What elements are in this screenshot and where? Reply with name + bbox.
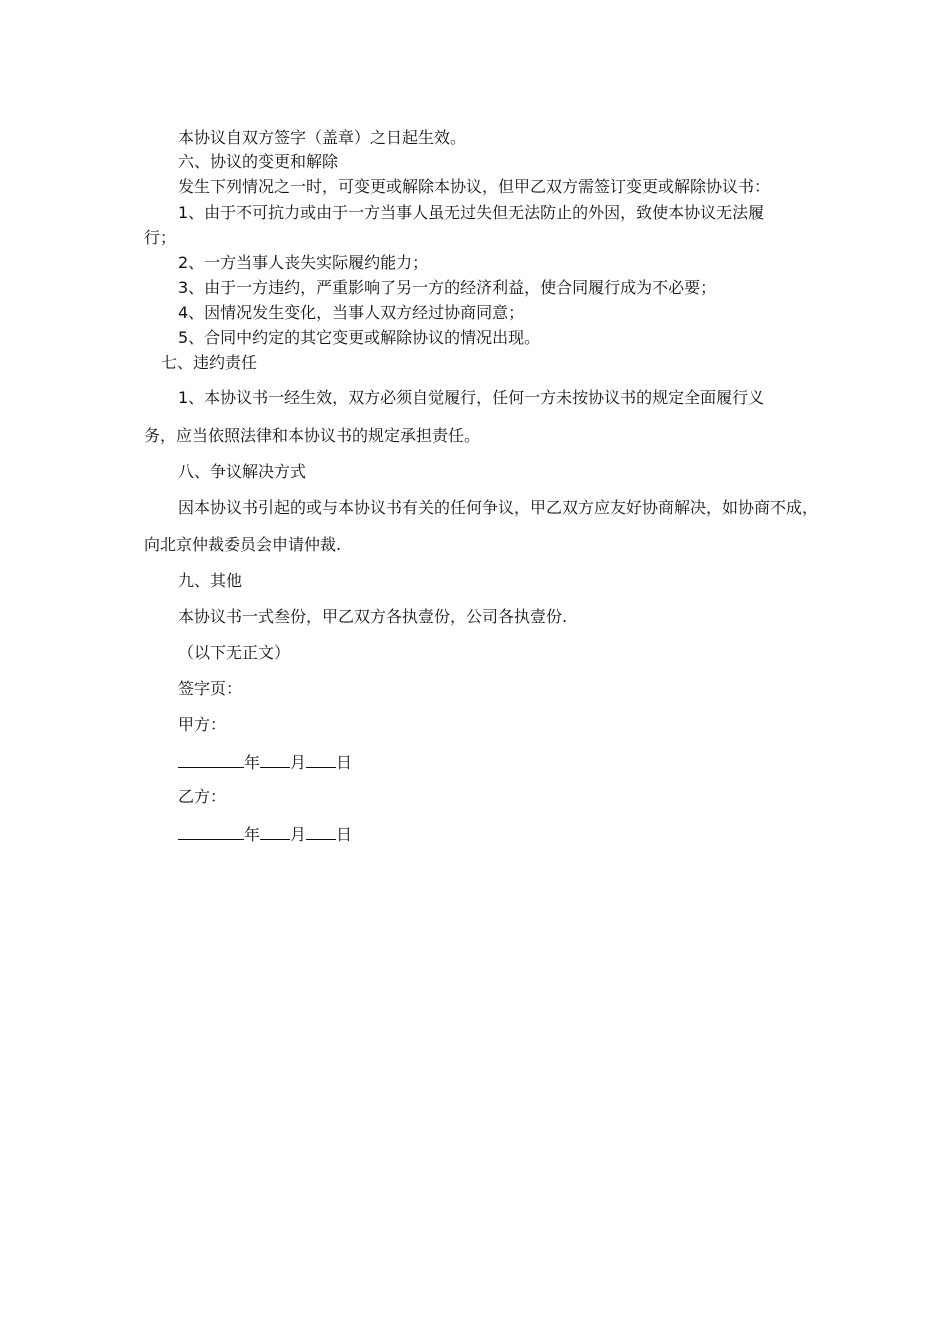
year-label: 年 <box>244 753 261 772</box>
month-label: 月 <box>290 753 307 772</box>
section-6-item-2: 2、一方当事人丧失实际履约能力； <box>178 253 429 272</box>
section-7-heading: 七、违约责任 <box>161 353 258 372</box>
party-a-label: 甲方： <box>178 715 227 734</box>
day-label: 日 <box>336 753 353 772</box>
year-blank[interactable] <box>178 749 244 768</box>
section-6-heading: 六、协议的变更和解除 <box>178 152 339 171</box>
day-blank[interactable] <box>306 821 336 840</box>
month-label: 月 <box>290 825 307 844</box>
year-label: 年 <box>244 825 261 844</box>
section-6-item-5: 5、合同中约定的其它变更或解除协议的情况出现。 <box>178 328 541 347</box>
section-8-heading: 八、争议解决方式 <box>178 462 307 481</box>
month-blank[interactable] <box>260 749 290 768</box>
section-6-item-1-line-1: 1、由于不可抗力或由于一方当事人虽无过失但无法防止的外因，致使本协议无法履 <box>178 203 765 222</box>
party-b-label: 乙方： <box>178 787 227 806</box>
no-text-below-note: （以下无正文） <box>178 643 291 662</box>
day-label: 日 <box>336 825 353 844</box>
signature-page-label: 签字页： <box>178 679 243 698</box>
section-6-item-3: 3、由于一方违约，严重影响了另一方的经济利益，使合同履行成为不必要； <box>178 278 717 297</box>
section-9-heading: 九、其他 <box>178 571 243 590</box>
year-blank[interactable] <box>178 821 244 840</box>
section-9-body: 本协议书一式叁份，甲乙双方各执壹份，公司各执壹份. <box>178 607 568 626</box>
section-7-item-1-line-2: 务，应当依照法律和本协议书的规定承担责任。 <box>144 426 481 445</box>
day-blank[interactable] <box>306 749 336 768</box>
section-8-body-line-1: 因本协议书引起的或与本协议书有关的任何争议，甲乙双方应友好协商解决，如协商不成， <box>178 498 819 517</box>
month-blank[interactable] <box>260 821 290 840</box>
party-a-date-line <box>178 749 352 775</box>
section-8-body-line-2: 向北京仲裁委员会申请仲裁. <box>144 535 342 554</box>
section-6-intro: 发生下列情况之一时，可变更或解除本协议，但甲乙双方需签订变更或解除协议书： <box>178 177 771 196</box>
section-7-item-1-line-1: 1、本协议书一经生效，双方必须自觉履行，任何一方未按协议书的规定全面履行义 <box>178 388 765 407</box>
party-b-date-line <box>178 821 352 847</box>
effective-clause: 本协议自双方签字（盖章）之日起生效。 <box>178 128 467 147</box>
section-6-item-4: 4、因情况发生变化，当事人双方经过协商同意； <box>178 303 525 322</box>
section-6-item-1-line-2: 行； <box>144 228 177 247</box>
